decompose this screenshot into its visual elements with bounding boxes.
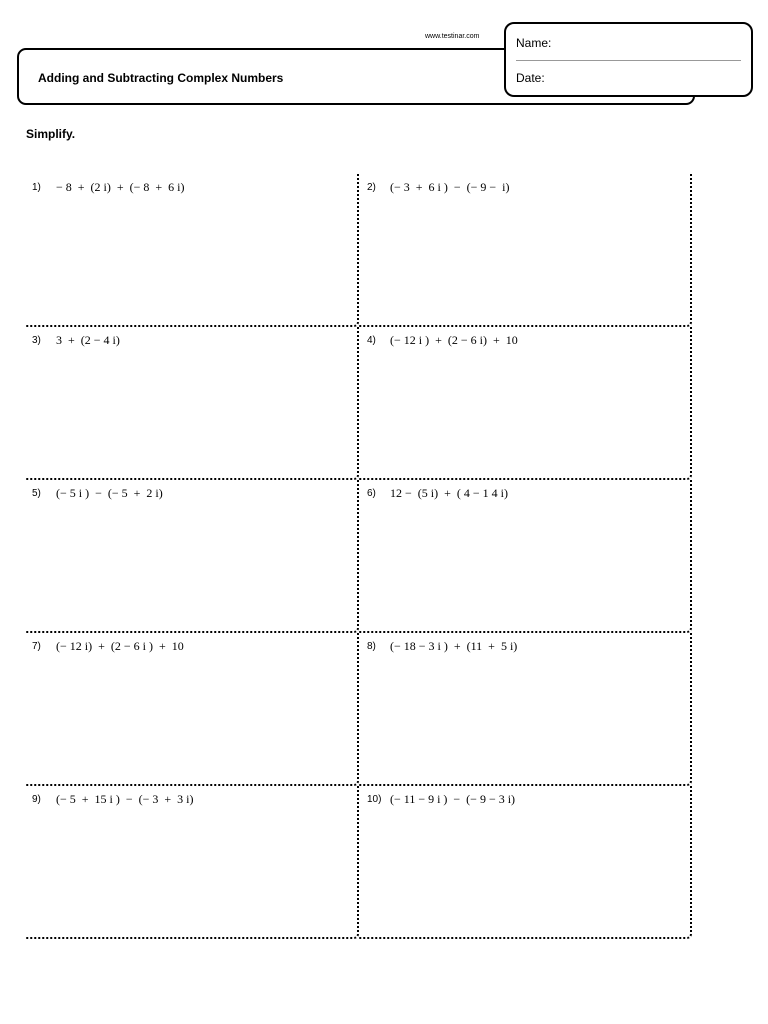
problem-expression: 12 − (5 i) + ( 4 − 1 4 i) (390, 486, 508, 500)
problem-cell-7 (26, 633, 359, 786)
problem-cell-1 (26, 174, 359, 327)
problem-expression: (− 3 + 6 i ) − (− 9 − i) (390, 180, 510, 194)
name-label: Name: (516, 36, 552, 50)
worksheet-title: Adding and Subtracting Complex Numbers (38, 71, 284, 85)
problem-number: 9) (32, 794, 41, 805)
website-url: www.testinar.com (425, 33, 480, 40)
problem-cell-3 (26, 327, 359, 480)
problem-number: 4) (367, 335, 376, 346)
problem-number: 7) (32, 641, 41, 652)
problem-expression: (− 18 − 3 i ) + (11 + 5 i) (390, 639, 518, 653)
problem-cell-6 (359, 480, 692, 633)
problem-number: 2) (367, 182, 376, 193)
problem-expression: 3 + (2 − 4 i) (56, 333, 120, 347)
problem-number: 8) (367, 641, 376, 652)
problem-expression: − 8 + (2 i) + (− 8 + 6 i) (56, 180, 185, 194)
problem-expression: (− 5 + 15 i ) − (− 3 + 3 i) (56, 792, 194, 806)
problem-expression: (− 12 i ) + (2 − 6 i) + 10 (390, 333, 518, 347)
problem-cell-2 (359, 174, 692, 327)
problem-cell-8 (359, 633, 692, 786)
problem-number: 5) (32, 488, 41, 499)
problem-grid (26, 174, 692, 938)
problem-number: 10) (367, 794, 382, 805)
problem-cell-4 (359, 327, 692, 480)
date-label: Date: (516, 71, 545, 85)
problem-cell-10 (359, 786, 692, 939)
problem-expression: (− 11 − 9 i ) − (− 9 − 3 i) (390, 792, 516, 806)
name-line (516, 60, 741, 61)
problem-expression: (− 12 i) + (2 − 6 i ) + 10 (56, 639, 184, 653)
problem-number: 1) (32, 182, 41, 193)
problem-cell-5 (26, 480, 359, 633)
problem-number: 3) (32, 335, 41, 346)
problem-cell-9 (26, 786, 359, 939)
instruction: Simplify. (26, 127, 76, 141)
problem-expression: (− 5 i ) − (− 5 + 2 i) (56, 486, 163, 500)
name-date-box (504, 22, 753, 97)
problem-number: 6) (367, 488, 376, 499)
